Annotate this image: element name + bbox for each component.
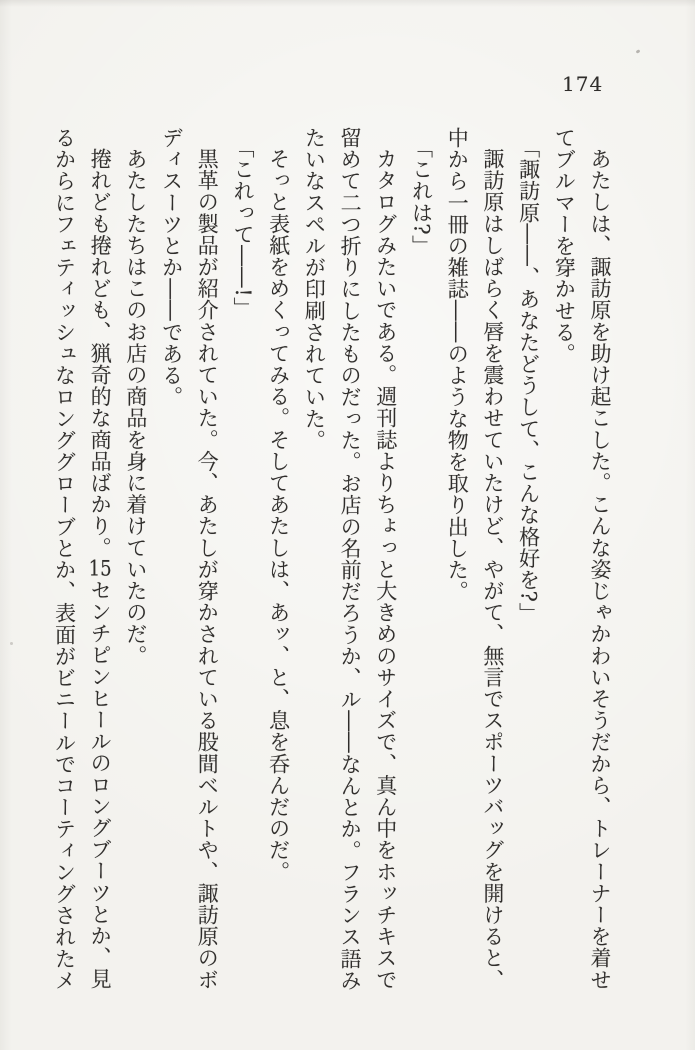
paragraph: 「諏訪原――、あなたどうして、こんな格好を?」: [516, 137, 541, 625]
scan-speck: [636, 49, 641, 54]
paragraph: あたしたちはこのお店の商品を身に着けていたのだ。: [123, 148, 148, 667]
paragraph: 「これは?」: [409, 137, 434, 257]
page-number: 174: [562, 72, 604, 96]
body-text: [45, 127, 617, 994]
paragraph: 諏訪原はしばらく唇を震わせていたけど、やがて、無言でスポーツバッグを開けると、中から一冊の雑誌――のような物を取り出した。: [445, 127, 505, 991]
paragraph: 黒革の製品が紹介されていた。今、あたしが穿かされている股間ベルトや、諏訪原のボディスーツとか――である。: [159, 127, 220, 991]
paragraph: 「これって――!」: [230, 137, 255, 319]
paragraph: 捲れども捲れども、猟奇的な商品ばかり。15センチピンヒールのロングブーツとか、見るからにフェティッシュなロンググローブとか、表面がビニールでコーティングされたメ: [52, 127, 113, 991]
paragraph: カタログみたいである。週刊誌よりちょっと大きめのサイズで、真ん中をホッチキスで留めて二つ折りにしたものだった。お店の名前だろうか、ル――なんとか。フランス語みたいなスペルが印刷されていた。: [302, 127, 398, 991]
tate-chu-yoko-number: 15: [88, 558, 112, 580]
paragraph: そっと表紙をめくってみる。そしてあたしは、あッ、と、息を呑んだのだ。: [266, 148, 291, 883]
paragraph: あたしは、諏訪原を助け起こした。こんな姿じゃかわいそうだから、トレーナーを着せてブルマーを穿かせる。: [552, 127, 612, 991]
scan-speck: [10, 642, 13, 645]
